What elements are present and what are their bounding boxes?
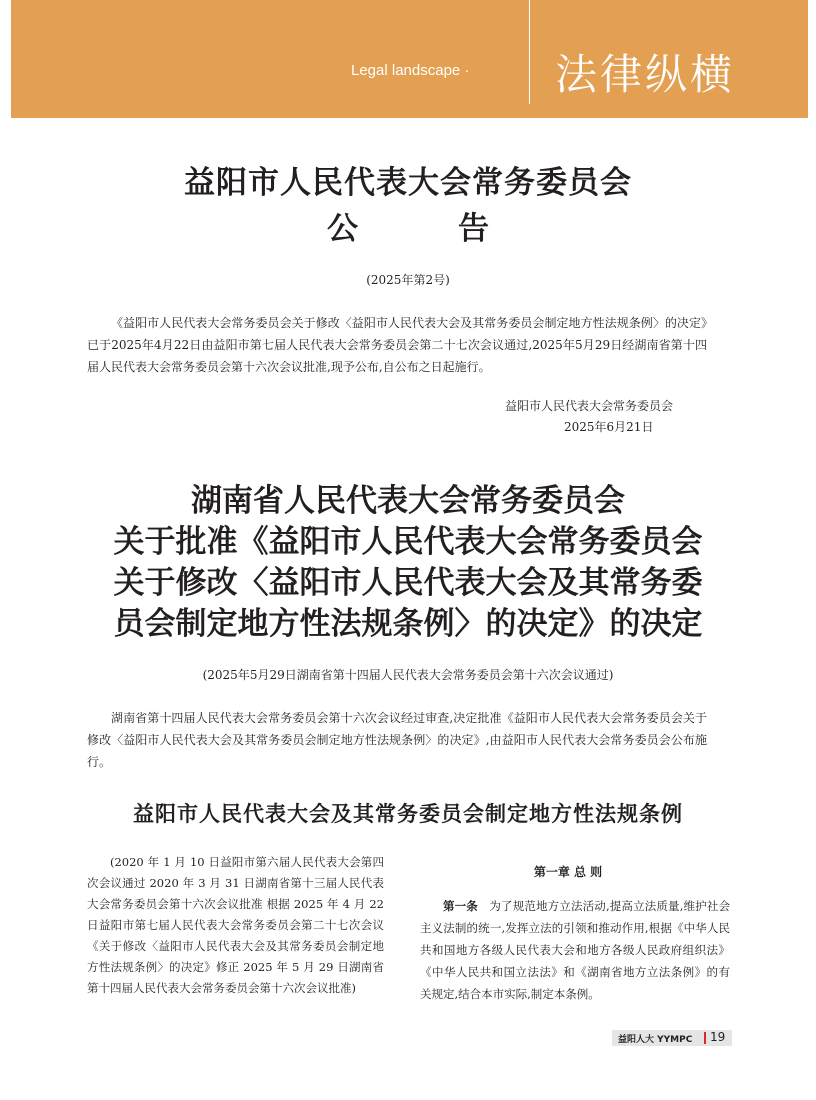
footer-accent-bar [704, 1032, 706, 1044]
decision-title-line-3: 关于修改〈益阳市人民代表大会及其常务委 [113, 565, 703, 601]
notice-title: 益阳市人民代表大会常务委员会 [184, 165, 632, 201]
notice-number: (2025年第2号) [366, 273, 450, 287]
notice-body: 《益阳市人民代表大会常务委员会关于修改〈益阳市人民代表大会及其常务委员会制定地方性法规条例〉的决定》已于2025年4月22日由益阳市第七届人民代表大会常务委员会第二十七次会议通过,2025年5月29日经湖南省第十四届人民代表大会常务委员会第十六次会议批准,现予公布,自公布之日起施行。 [87, 316, 707, 374]
notice-date: 2025年6月21日 [564, 420, 654, 434]
footer-publication: 益阳人大 YYMPC [618, 1035, 693, 1045]
page-footer [612, 1030, 732, 1046]
article-1 [420, 895, 730, 1005]
regulation-history: (2020 年 1 月 10 日益阳市第六届人民代表大会第四次会议通过 2020 年 3 月 31 日湖南省第十三届人民代表大会常务委员会第十六次会议批准 根据 2025 年 4 月 22 日益阳市第七届人民代表大会常务委员会第二十七次会议《关于修改〈益阳市人民代表大会及其常务委员会制定地方性法规条例〉的决定》修正 2025 年 5 月 29 日湖南省第十四届人民代表大会常务委员会第十六次会议批准) [87, 855, 384, 995]
decision-title-line-2: 关于批准《益阳市人民代表大会常务委员会 [113, 524, 703, 560]
article-1-text: 为了规范地方立法活动,提高立法质量,维护社会主义法制的统一,发挥立法的引领和推动作用,根据《中华人民共和国地方各级人民代表大会和地方各级人民政府组织法》《中华人民共和国立法法》和《湖南省地方立法条例》的有关规定,结合本市实际,制定本条例。 [420, 899, 730, 1001]
regulation-title: 益阳市人民代表大会及其常务委员会制定地方性法规条例 [133, 802, 683, 826]
page-number: 19 [710, 1030, 726, 1044]
notice-signatory: 益阳市人民代表大会常务委员会 [505, 399, 674, 413]
decision-body: 湖南省第十四届人民代表大会常务委员会第十六次会议经过审查,决定批准《益阳市人民代表大会常务委员会关于修改〈益阳市人民代表大会及其常务委员会制定地方性法规条例〉的决定》,由益阳市人民代表大会常务委员会公布施行。 [87, 711, 707, 769]
chapter-heading: 第一章 总 则 [533, 865, 603, 879]
section-label-en: Legal landscape · [351, 62, 470, 79]
header-divider [529, 0, 530, 104]
header-band [11, 0, 808, 118]
decision-title-line-4: 员会制定地方性法规条例〉的决定》的决定 [113, 606, 703, 642]
notice-title-announcement: 公告 [327, 211, 589, 247]
decision-subtitle: (2025年5月29日湖南省第十四届人民代表大会常务委员会第十六次会议通过) [202, 668, 614, 682]
article-1-label: 第一条 [443, 899, 478, 913]
section-label-cn: 法律纵横 [555, 50, 736, 99]
decision-title-line-1: 湖南省人民代表大会常务委员会 [191, 483, 625, 519]
